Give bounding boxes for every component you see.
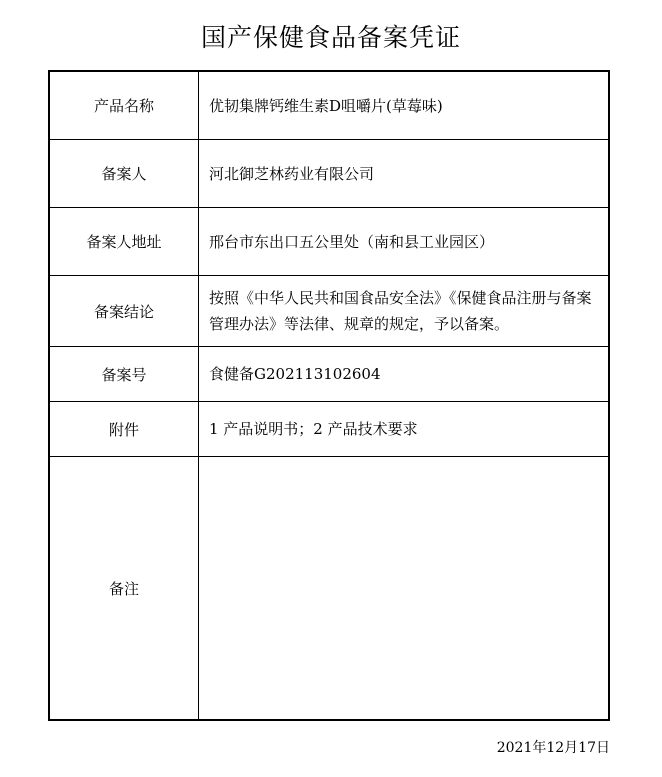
conclusion-value: 按照《中华人民共和国食品安全法》《保健食品注册与备案管理办法》等法律、规章的规定，予以备案。 bbox=[209, 289, 592, 333]
product-name-label: 产品名称 bbox=[50, 72, 199, 139]
row-product-name bbox=[50, 72, 608, 140]
registrant-address-label: 备案人地址 bbox=[50, 208, 199, 275]
record-number-label: 备案号 bbox=[50, 347, 199, 401]
row-remarks bbox=[50, 457, 608, 719]
row-conclusion bbox=[50, 276, 608, 347]
attachments-label: 附件 bbox=[50, 402, 199, 456]
registrant-label: 备案人 bbox=[50, 140, 199, 207]
remarks-label: 备注 bbox=[50, 457, 199, 719]
row-record-number bbox=[50, 347, 608, 402]
row-registrant-address bbox=[50, 208, 608, 276]
row-attachments bbox=[50, 402, 608, 457]
registrant-address-value: 邢台市东出口五公里处（南和县工业园区） bbox=[209, 232, 495, 251]
record-number-value: 食健备G202113102604 bbox=[209, 365, 381, 383]
record-table bbox=[48, 70, 610, 721]
attachments-value: 1 产品说明书；2 产品技术要求 bbox=[209, 420, 418, 438]
issue-date: 2021年12月17日 bbox=[496, 740, 610, 756]
conclusion-label: 备案结论 bbox=[50, 276, 199, 346]
remarks-value bbox=[209, 457, 600, 719]
registrant-value: 河北御芝林药业有限公司 bbox=[209, 164, 375, 183]
document-title: 国产保健食品备案凭证 bbox=[200, 23, 461, 52]
row-registrant bbox=[50, 140, 608, 208]
product-name-value: 优韧集牌钙维生素D咀嚼片(草莓味) bbox=[209, 96, 443, 115]
